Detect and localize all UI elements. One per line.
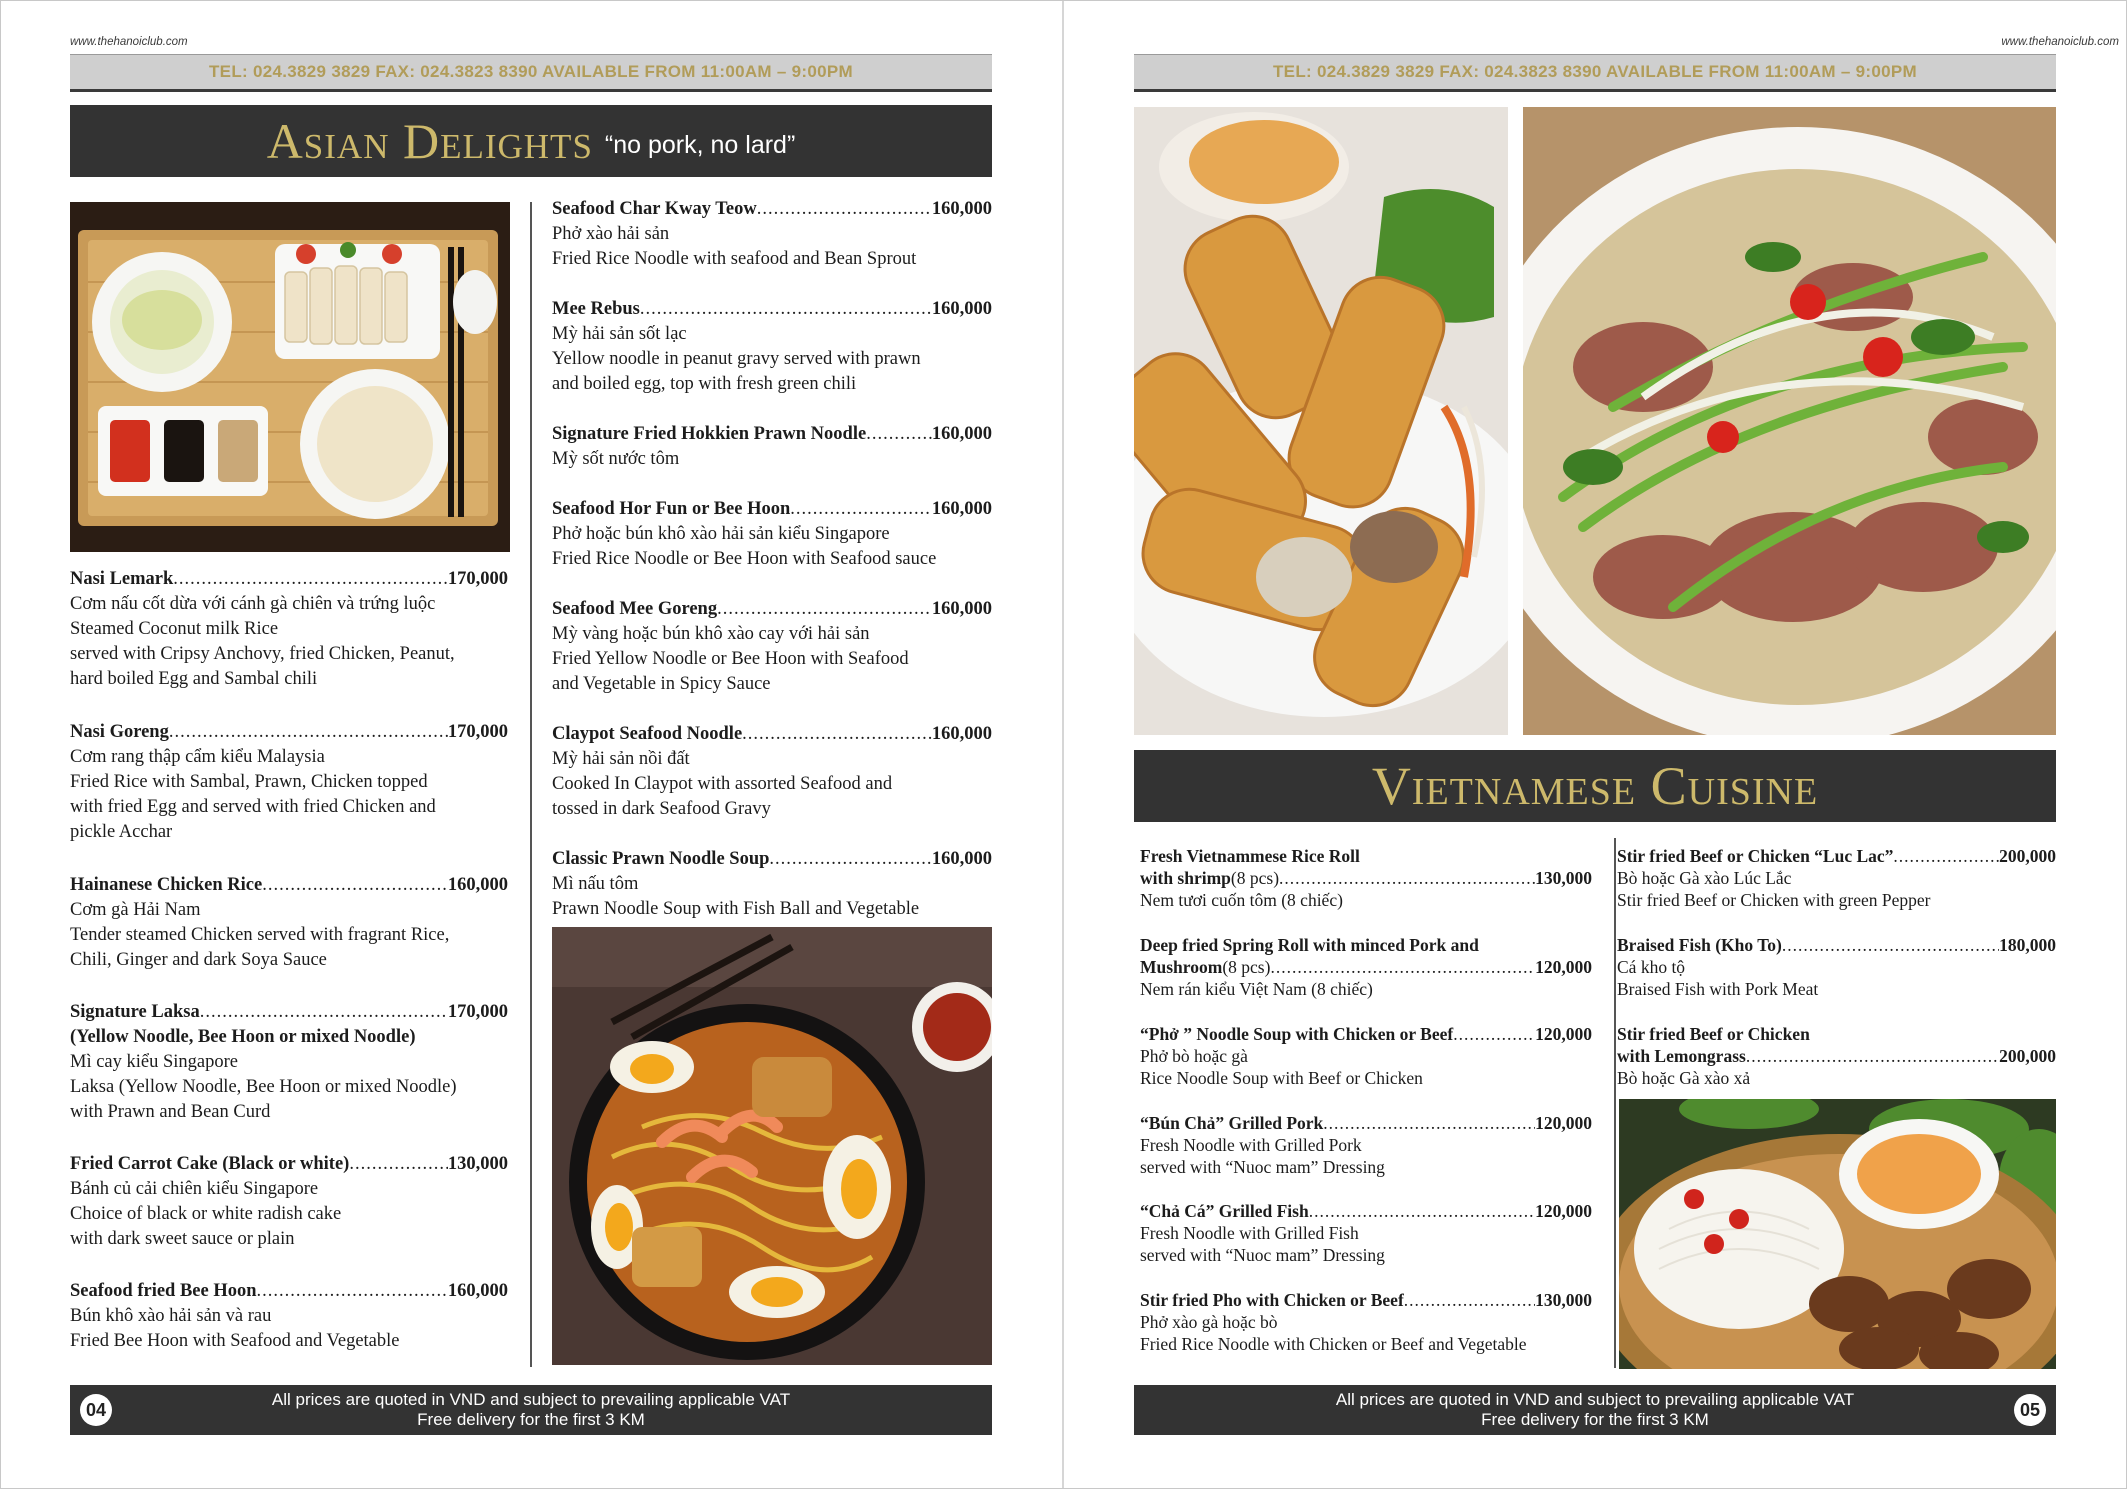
menu-item-spring-roll: Deep fried Spring Roll with minced Pork and Mushroom (8 pcs) ..... 120,000 Nem rán kiểu Việt Nam (8 chiếc) [1140,934,1592,1000]
spring-rolls-photo [1134,107,1508,735]
pho-bowl-photo [1523,107,2056,735]
footer-bar [70,1385,992,1435]
right-page [1064,0,2127,1489]
section-banner [70,105,992,177]
section-title: Vietnamese Cuisine [1371,756,1819,816]
footer-vat-note: All prices are quoted in VND and subject to prevailing applicable VAT [271,1390,791,1409]
menu-item-mee-goreng: Seafood Mee Goreng ..... 160,000 Mỳ vàng hoặc bún khô xào cay với hải sản Fried Yellow Noodle or Bee Hoon with Seafood and Vegetable in Spicy Sauce [552,597,992,697]
menu-item-bun-cha: “Bún Chả” Grilled Pork ..... 120,000 Fresh Noodle with Grilled Pork served with “Nuoc mam” Dressing [1140,1112,1592,1178]
section-title: Asian Delights [266,113,593,169]
menu-item-cha-ca: “Chả Cá” Grilled Fish ..... 120,000 Fresh Noodle with Grilled Fish served with “Nuoc mam” Dressing [1140,1200,1592,1266]
page-number: 04 [80,1394,112,1426]
menu-item-fresh-rice-roll: Fresh Vietnammese Rice Roll with shrimp (8 pcs) ..... 130,000 Nem tươi cuốn tôm (8 chiếc) [1140,845,1592,911]
menu-item-braised-fish: Braised Fish (Kho To) ..... 180,000 Cá kho tộ Braised Fish with Pork Meat [1617,934,2056,1000]
chicken-rice-photo [70,202,510,552]
column-divider [1614,838,1616,1368]
page-number: 05 [2014,1394,2046,1426]
menu-item-hokkien-prawn-noodle: Signature Fried Hokkien Prawn Noodle ..... 160,000 Mỳ sốt nước tôm [552,422,992,472]
menu-item-pho-noodle-soup: “Phở ” Noodle Soup with Chicken or Beef ..... 120,000 Phở bò hoặc gà Rice Noodle Soup with Beef or Chicken [1140,1023,1592,1089]
menu-item-luc-lac: Stir fried Beef or Chicken “Luc Lac” ..... 200,000 Bò hoặc Gà xào Lúc Lắc Stir fried Beef or Chicken with green Pepper [1617,845,2056,911]
menu-item-lemongrass: Stir fried Beef or Chicken with Lemongrass ..... 200,000 Bò hoặc Gà xào xả [1617,1023,2056,1089]
menu-item-mee-rebus: Mee Rebus ..... 160,000 Mỳ hải sản sốt lạc Yellow noodle in peanut gravy served with prawn and boiled egg, top with fresh green chili [552,297,992,397]
section-subtitle: “no pork, no lard” [604,130,796,159]
laksa-bowl-photo [552,927,992,1365]
footer-vat-note: All prices are quoted in VND and subject to prevailing applicable VAT [1335,1390,1855,1409]
menu-item-fried-carrot-cake: Fried Carrot Cake (Black or white) ..... 130,000 Bánh củ cải chiên kiểu Singapore Choice of black or white radish cake with dark sweet sauce or plain [70,1152,508,1252]
menu-item-hor-fun: Seafood Hor Fun or Bee Hoon ..... 160,000 Phở hoặc bún khô xào hải sản kiểu Singapore Fried Rice Noodle or Bee Hoon with Seafood sauce [552,497,992,572]
section-banner [1134,750,2056,822]
bun-cha-photo [1619,1099,2056,1369]
menu-item-hainanese-chicken-rice: Hainanese Chicken Rice ..... 160,000 Cơm gà Hải Nam Tender steamed Chicken served with fragrant Rice, Chili, Ginger and dark Soya Sauce [70,873,508,973]
footer-delivery-note: Free delivery for the first 3 KM [1481,1410,1709,1429]
column-divider [530,202,532,1367]
menu-item-prawn-noodle-soup: Classic Prawn Noodle Soup ..... 160,000 Mì nấu tôm Prawn Noodle Soup with Fish Ball and Vegetable [552,847,992,922]
menu-item-stir-fried-pho: Stir fried Pho with Chicken or Beef ..... 130,000 Phở xào gà hoặc bò Fried Rice Noodle with Chicken or Beef and Vegetable [1140,1289,1592,1355]
menu-item-seafood-fried-bee-hoon: Seafood fried Bee Hoon ..... 160,000 Bún khô xào hải sản và rau Fried Bee Hoon with Seafood and Vegetable [70,1279,508,1354]
contact-bar: TEL: 024.3829 3829 FAX: 024.3823 8390 AVAILABLE FROM 11:00AM – 9:00PM [1134,54,2056,92]
left-page [0,0,1063,1489]
menu-item-claypot-noodle: Claypot Seafood Noodle ..... 160,000 Mỳ hải sản nồi đất Cooked In Claypot with assorted Seafood and tossed in dark Seafood Gravy [552,722,992,822]
menu-item-nasi-lemark: Nasi Lemark ..... 170,000 Cơm nấu cốt dừa với cánh gà chiên và trứng luộc Steamed Coconut milk Rice served with Cripsy Anchovy, fried Chicken, Peanut, hard boiled Egg and Sambal chili [70,567,508,692]
site-url: www.thehanoiclub.com [70,36,188,48]
menu-item-signature-laksa: Signature Laksa ..... 170,000 (Yellow Noodle, Bee Hoon or mixed Noodle) Mì cay kiểu Singapore Laksa (Yellow Noodle, Bee Hoon or mixed Noodle) with Prawn and Bean Curd [70,1000,508,1125]
site-url: www.thehanoiclub.com [2001,36,2119,48]
footer-delivery-note: Free delivery for the first 3 KM [417,1410,645,1429]
footer-bar [1134,1385,2056,1435]
contact-bar: TEL: 024.3829 3829 FAX: 024.3823 8390 AVAILABLE FROM 11:00AM – 9:00PM [70,54,992,92]
menu-item-nasi-goreng: Nasi Goreng ..... 170,000 Cơm rang thập cẩm kiểu Malaysia Fried Rice with Sambal, Prawn, Chicken topped with fried Egg and served with fried Chicken and pickle Acchar [70,720,508,845]
menu-item-char-kway-teow: Seafood Char Kway Teow ..... 160,000 Phở xào hải sản Fried Rice Noodle with seafood and Bean Sprout [552,197,992,272]
